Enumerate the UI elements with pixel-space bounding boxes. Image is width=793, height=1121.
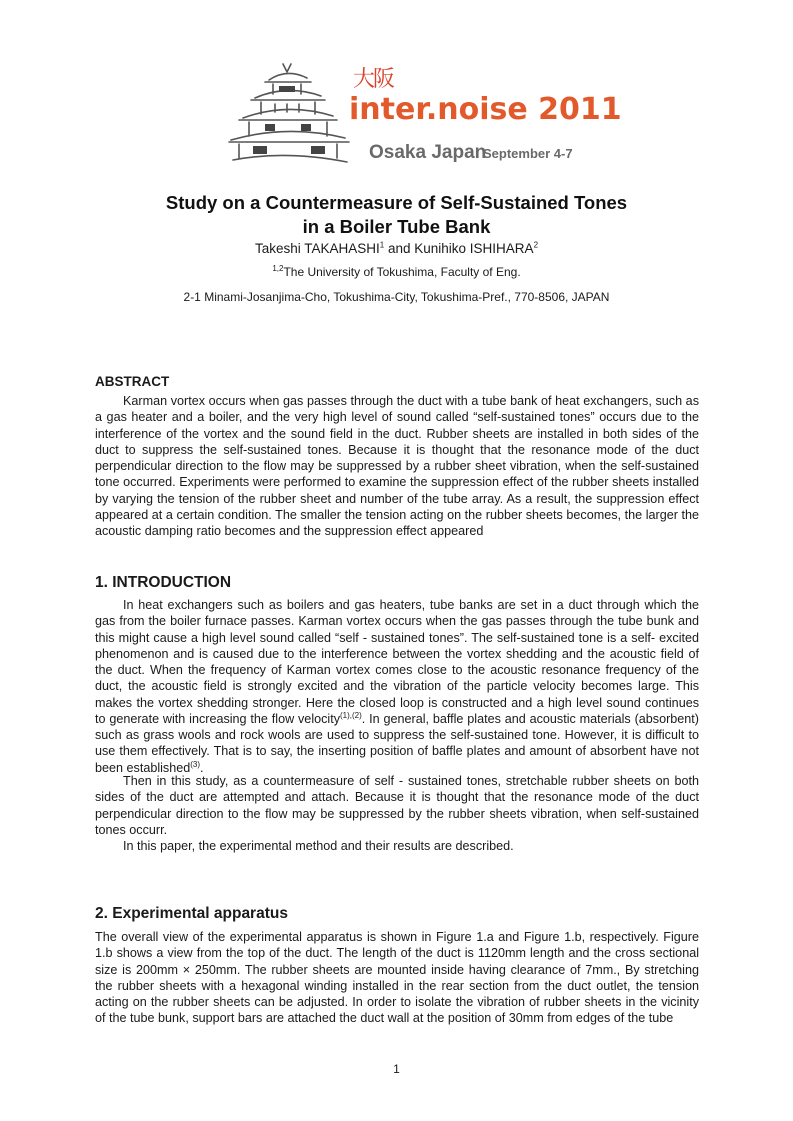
osaka-castle-icon [225, 58, 355, 173]
author-1: Takeshi TAKAHASHI [254, 241, 380, 256]
author-list [0, 241, 793, 256]
osaka-kanji: 大阪 [353, 67, 394, 92]
affiliation [0, 265, 793, 279]
citation-1-2: (1),(2) [340, 710, 362, 720]
affiliation-text: The University of Tokushima, Faculty of Eng. [283, 265, 521, 279]
citation-3: (3) [190, 759, 201, 769]
intro-p1-part-c: . [200, 760, 204, 775]
paper-title-line-1: Study on a Countermeasure of Self-Sustained Tones [165, 192, 628, 213]
author-2-affil-mark: 2 [533, 240, 539, 250]
introduction-heading: 1. INTRODUCTION [95, 574, 232, 591]
conference-dates: September 4-7 [483, 146, 573, 161]
author-1-affil-mark: 1 [379, 240, 385, 250]
author-conjunction: and [384, 241, 415, 256]
experimental-heading: 2. Experimental apparatus [95, 905, 288, 922]
conference-logo [225, 58, 622, 173]
abstract-heading: ABSTRACT [95, 374, 170, 389]
paper-title-line-2: in a Boiler Tube Bank [302, 216, 491, 237]
experimental-text: The overall view of the experimental apparatus is shown in Figure 1.a and Figure 1.b, respectively. Figure 1.b shows a view from the top of the duct. The length of the duct is 1120mm length and the cross sectional size is 200mm × 250mm. The rubber sheets are mounted inside having clearance of 7mm., By stretching the rubber sheets with a hexagonal winding installed in the rear section from the duct outlet, the tension acting on the rubber sheets can be adjusted. In order to isolate the vibration of rubber sheets in the vicinity of the tube bunk, support bars are attached the duct wall at the position of 30mm from edges of the tube [95, 930, 699, 1026]
affiliation-mark: 1,2 [272, 264, 284, 273]
conference-name: inter.noise 2011 [349, 92, 622, 127]
intro-paragraph-2: Then in this study, as a countermeasure of self - sustained tones, stretchable rubber sheets on both sides of the duct are attempted and attach. Because it is thought that the resonance mode of the duct perpendicular direction to the flow may be suppressed by the rubber sheets vibration, when self-sustained tones occurr. [95, 774, 699, 837]
intro-paragraph-1 [95, 597, 699, 776]
address: 2-1 Minami-Josanjima-Cho, Tokushima-City, Tokushima-Pref., 770-8506, JAPAN [183, 290, 610, 304]
author-2: Kunihiko ISHIHARA [414, 241, 534, 256]
page-number: 1 [393, 1062, 400, 1076]
intro-p1-part-b: . In general, baffle plates and acoustic materials (absorbent) such as grass wools and rock wools are used to suppress the self-sustained tone. However, it is difficult to use them effectively. That is to say, the inserting position of baffle plates and amount of absorbent have not been established [95, 711, 699, 775]
abstract-text: Karman vortex occurs when gas passes through the duct with a tube bank of heat exchangers, such as a gas heater and a boiler, and the very high level of sound called “self-sustained tones” occurs due to the interference of the vortex and the sound field in the duct. Rubber sheets are installed in both sides of the duct to suppress the self-sustained tones. Because it is thought that the resonance mode of the duct perpendicular direction to the flow may be suppressed by a rubber sheet vibration, when the self-sustained tone occurred. Experiments were performed to examine the suppression effect of the rubber sheets installed by varying the tension of the rubber sheet and number of the tube array. As a result, the suppression effect appeared at a certain condition. The smaller the tension acting on the rubber sheets becomes, the larger the acoustic damping ratio becomes and the suppression effect appeared [95, 394, 699, 538]
intro-p1-part-a: In heat exchangers such as boilers and gas heaters, tube banks are set in a duct through which the gas from the boiler furnace passes. Karman vortex occurs when the gas passes through the tube bunk and this might cause a high level sound called “self - sustained tones”. The self-sustained tone is a self- excited phenomenon and is caused due to the interference between the vortex shedding and the acoustic field of the duct. When the frequency of Karman vortex comes close to the acoustic resonance frequency of the duct, the acoustic field is strongly excited and the vibration of the particle velocity becomes large. This makes the vortex shedding stronger. Here the closed loop is constructed and a high level sound continues to generate with increasing the flow velocity [95, 598, 699, 726]
conference-city: Osaka Japan [369, 142, 487, 163]
intro-paragraph-3: In this paper, the experimental method and their results are described. [123, 839, 514, 853]
